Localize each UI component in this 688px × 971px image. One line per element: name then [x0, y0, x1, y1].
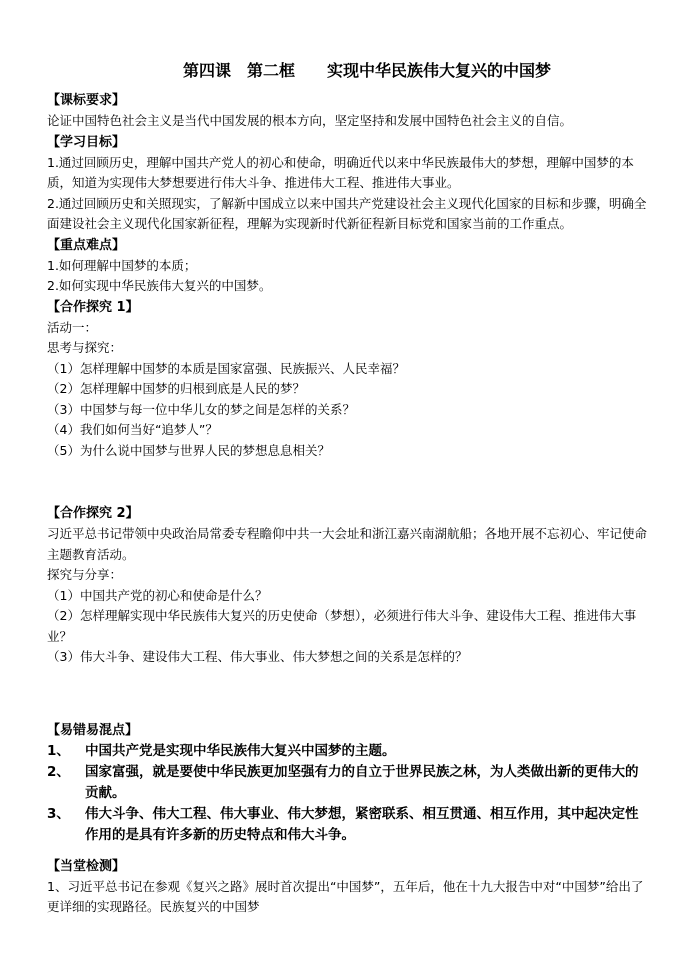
hezuo1-question-3: （3）中国梦与每一位中华儿女的梦之间是怎样的关系？: [47, 401, 355, 417]
section-heading-mubiao: 【学习目标】: [47, 134, 126, 150]
yicuo-list: [47, 741, 647, 846]
section-heading-hezuo1: 【合作探究 1】: [47, 299, 139, 315]
kebiao-text: 论证中国特色社会主义是当代中国发展的根本方向，坚定坚持和发展中国特色社会主义的自信。: [47, 113, 573, 128]
hezuo1-activity: 活动一：: [47, 319, 98, 335]
mubiao-paragraph-1: 1.通过回顾历史，理解中国共产党人的初心和使命，明确近代以来中华民族最伟大的梦想，理解中国梦的本质，知道为实现伟大梦想要进行伟大斗争、推进伟大工程、推进伟大事业。: [47, 154, 634, 190]
list-item-number: 3、: [47, 805, 70, 822]
hezuo2-question-2: （2）怎样理解实现中华民族伟大复兴的历史使命（梦想），必须进行伟大斗争、建设伟大工程、推进伟大事业？: [47, 608, 637, 644]
section-heading-kebiao: 【课标要求】: [47, 93, 126, 108]
hezuo2-prompt: 探究与分享：: [47, 567, 123, 582]
hezuo1-question-4: （4）我们如何当好“追梦人”？: [47, 422, 218, 437]
list-item: [47, 741, 647, 762]
list-item: [47, 804, 647, 846]
page-title: 第四课 第二框 实现中华民族伟大复兴的中国梦: [182, 61, 551, 80]
spacer: [47, 668, 647, 720]
zhongdian-line-2: 2.如何实现中华民族伟大复兴的中国梦。: [47, 278, 272, 293]
hezuo1-question-5: （5）为什么说中国梦与世界人民的梦想息息相关？: [47, 442, 330, 458]
hezuo1-question-2: （2）怎样理解中国梦的归根到底是人民的梦？: [47, 381, 305, 396]
section-heading-zhongdian: 【重点难点】: [47, 237, 126, 253]
list-item-text: 国家富强，就是要使中华民族更加坚强有力的自立于世界民族之林，为人类做出新的更伟大的贡献。: [85, 763, 639, 801]
section-heading-yicuo: 【易错易混点】: [47, 722, 139, 738]
hezuo1-question-1: （1）怎样理解中国梦的本质是国家富强、民族振兴、人民幸福？: [47, 360, 405, 376]
section-heading-dangtang: 【当堂检测】: [47, 858, 126, 874]
list-item-text: 伟大斗争、伟大工程、伟大事业、伟大梦想，紧密联系、相互贯通、相互作用，其中起决定性作用的是具有许多新的历史特点和伟大斗争。: [85, 805, 639, 843]
list-item-text: 中国共产党是实现中华民族伟大复兴中国梦的主题。: [85, 742, 396, 759]
document-page: [47, 56, 647, 918]
hezuo2-question-1: （1）中国共产党的初心和使命是什么？: [47, 587, 268, 603]
list-item: [47, 762, 647, 804]
mubiao-paragraph-2: 2.通过回顾历史和关照现实，了解新中国成立以来中国共产党建设社会主义现代化国家的目标和步骤，明确全面建设社会主义现代化国家新征程，理解为实现新时代新征程新目标党和国家当前的工作重点。: [47, 195, 647, 231]
hezuo1-prompt: 思考与探究：: [47, 340, 123, 355]
list-item-number: 1、: [47, 742, 70, 759]
spacer: [47, 461, 647, 503]
spacer: [47, 846, 647, 856]
list-item-number: 2、: [47, 763, 70, 780]
hezuo2-question-3: （3）伟大斗争、建设伟大工程、伟大事业、伟大梦想之间的关系是怎样的？: [47, 649, 468, 664]
dangtang-question-1: 1、习近平总书记在参观《复兴之路》展时首次提出“中国梦”，五年后，他在十九大报告中对“中国梦”给出了更详细的实现路径。民族复兴的中国梦: [47, 878, 644, 914]
zhongdian-line-1: 1.如何理解中国梦的本质；: [47, 257, 197, 273]
section-heading-hezuo2: 【合作探究 2】: [47, 506, 139, 521]
hezuo2-paragraph: 习近平总书记带领中央政治局常委专程瞻仰中共一大会址和浙江嘉兴南湖航船；各地开展不忘初心、牢记使命主题教育活动。: [47, 526, 648, 562]
